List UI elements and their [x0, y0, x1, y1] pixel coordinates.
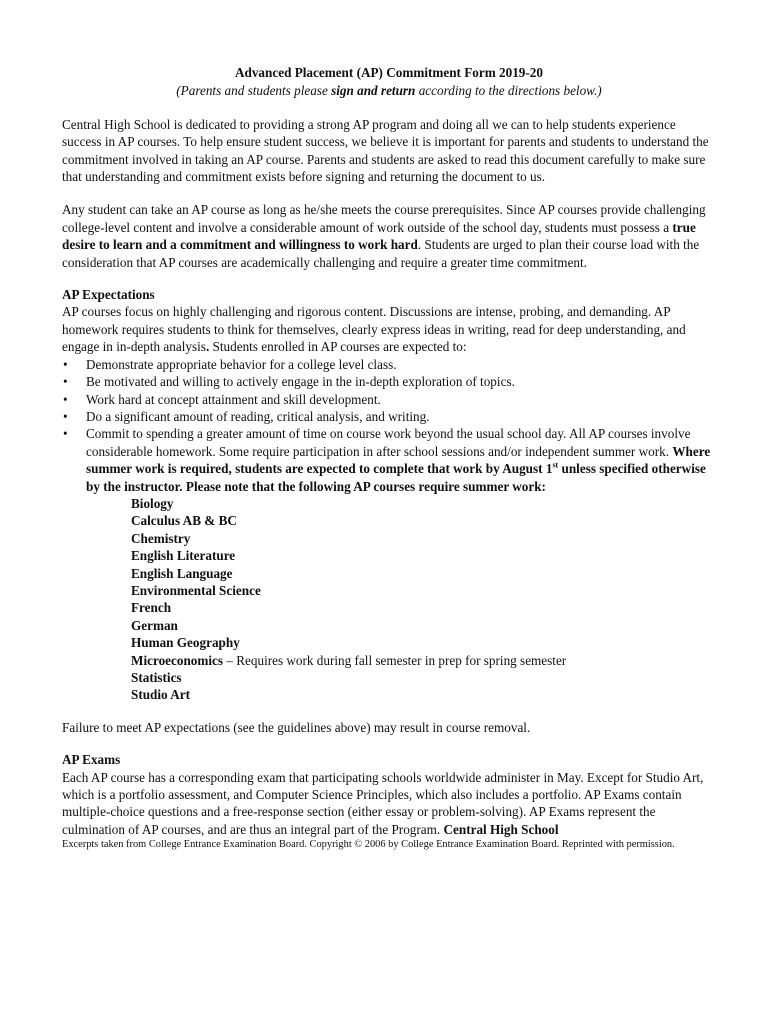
course-item: Environmental Science — [131, 582, 261, 598]
intro-paragraph-2 — [62, 201, 712, 271]
subtitle-text-end: according to the directions below.) — [415, 83, 602, 99]
list-item-text: Be motivated and willing to actively engage in the in-depth exploration of topics. — [86, 374, 515, 390]
intro-p2-text-end: . Students are urged to plan their course load with the consideration that AP courses are academically challenging and require a greater time commitment. — [62, 237, 700, 270]
course-item: Studio Art — [131, 687, 190, 703]
form-title: Advanced Placement (AP) Commitment Form 2019-20 — [234, 65, 543, 80]
course-item: Biology — [131, 495, 174, 511]
list-item-text: Work hard at concept attainment and skill development. — [86, 391, 381, 407]
ordinal-suffix: st — [552, 460, 559, 470]
list-item — [62, 391, 712, 408]
bullet-icon: • — [63, 391, 68, 407]
course-item: Chemistry — [131, 530, 191, 546]
document-content — [62, 64, 712, 852]
course-item: Statistics — [131, 670, 182, 685]
course-note: – Requires work during fall semester in prep for spring semester — [223, 652, 567, 668]
expectations-body — [62, 303, 712, 355]
course-item: English Language — [131, 565, 233, 581]
course-item: Human Geography — [131, 635, 240, 651]
course-item: Calculus AB & BC — [131, 513, 237, 529]
course-item: French — [131, 600, 172, 616]
list-item — [62, 373, 712, 390]
exams-body-emphasis: Central High School — [443, 821, 559, 837]
intro-paragraph-1: Central High School is dedicated to providing a strong AP program and doing all we can to help students experience success in AP courses. To help ensure student success, we believe it is important for parents and students to understand the commitment involved in taking an AP course. Parents and students are asked to read this document carefully to make sure that understanding and commitment exists before signing and returning the document to us. — [62, 116, 709, 185]
subtitle-emphasis: sign and return — [331, 83, 416, 99]
expectations-body-text-end: Students enrolled in AP courses are expected to: — [209, 339, 467, 355]
exams-body-text: Each AP course has a corresponding exam that participating schools worldwide administer in May. Except for Studio Art, which is a portfolio assessment, and Computer Science Principles, which also includes a portfolio. AP Exams contain multiple-choice questions and a free-response section (either essay or problem-solving). AP Exams represent the culmination of AP courses, and are thus an integral part of the Program. — [62, 769, 704, 837]
list-item-text: Demonstrate appropriate behavior for a college level class. — [86, 356, 397, 372]
exams-heading: AP Exams — [62, 752, 121, 768]
form-subtitle — [66, 82, 712, 99]
summer-course-list — [131, 495, 712, 704]
bullet-icon: • — [63, 408, 68, 424]
bullet-icon: • — [63, 374, 68, 390]
list-item — [62, 356, 712, 373]
course-item-microeconomics — [131, 652, 712, 669]
list-item — [62, 408, 712, 425]
bullet-icon: • — [63, 356, 68, 372]
summer-work-emphasis: Where summer work is required, students are expected to complete that work by August 1 — [86, 443, 711, 477]
list-item-text: Do a significant amount of reading, critical analysis, and writing. — [86, 408, 430, 424]
exams-body — [62, 769, 712, 839]
expectations-body-text: AP courses focus on highly challenging and rigorous content. Discussions are intense, probing, and demanding. AP homework requires students to think for themselves, clearly express ideas in writing, read for deep understanding, and engage in in-depth analysis — [62, 304, 686, 355]
summer-work-text: Commit to spending a greater amount of time on course work beyond the usual school day. All AP courses involve considerable homework. Some require participation in after school sessions and/or independent summer work. — [86, 426, 691, 459]
summer-work-emphasis-end: unless specified otherwise by the instructor. Please note that the following AP courses require summer work: — [86, 461, 706, 494]
intro-p2-emphasis: true desire to learn and a commitment and willingness to work hard — [62, 219, 696, 253]
expectations-list — [62, 356, 712, 495]
course-item: German — [131, 617, 178, 633]
footnote: Excerpts taken from College Entrance Examination Board. Copyright © 2006 by College Entrance Examination Board. Reprinted with permission. — [62, 839, 675, 851]
expectations-body-dot: . — [205, 339, 210, 355]
subtitle-text: (Parents and students please — [176, 83, 332, 99]
failure-notice: Failure to meet AP expectations (see the guidelines above) may result in course removal. — [62, 719, 531, 735]
list-item-summer-work — [62, 425, 712, 495]
expectations-heading: AP Expectations — [62, 287, 155, 303]
course-name: Microeconomics — [131, 652, 224, 668]
bullet-icon: • — [63, 426, 68, 442]
course-item: English Literature — [131, 548, 236, 564]
intro-p2-text: Any student can take an AP course as long as he/she meets the course prerequisites. Since AP courses provide challenging college-level content and involve a considerable amount of work outside of the school day, students must possess a — [62, 202, 706, 235]
